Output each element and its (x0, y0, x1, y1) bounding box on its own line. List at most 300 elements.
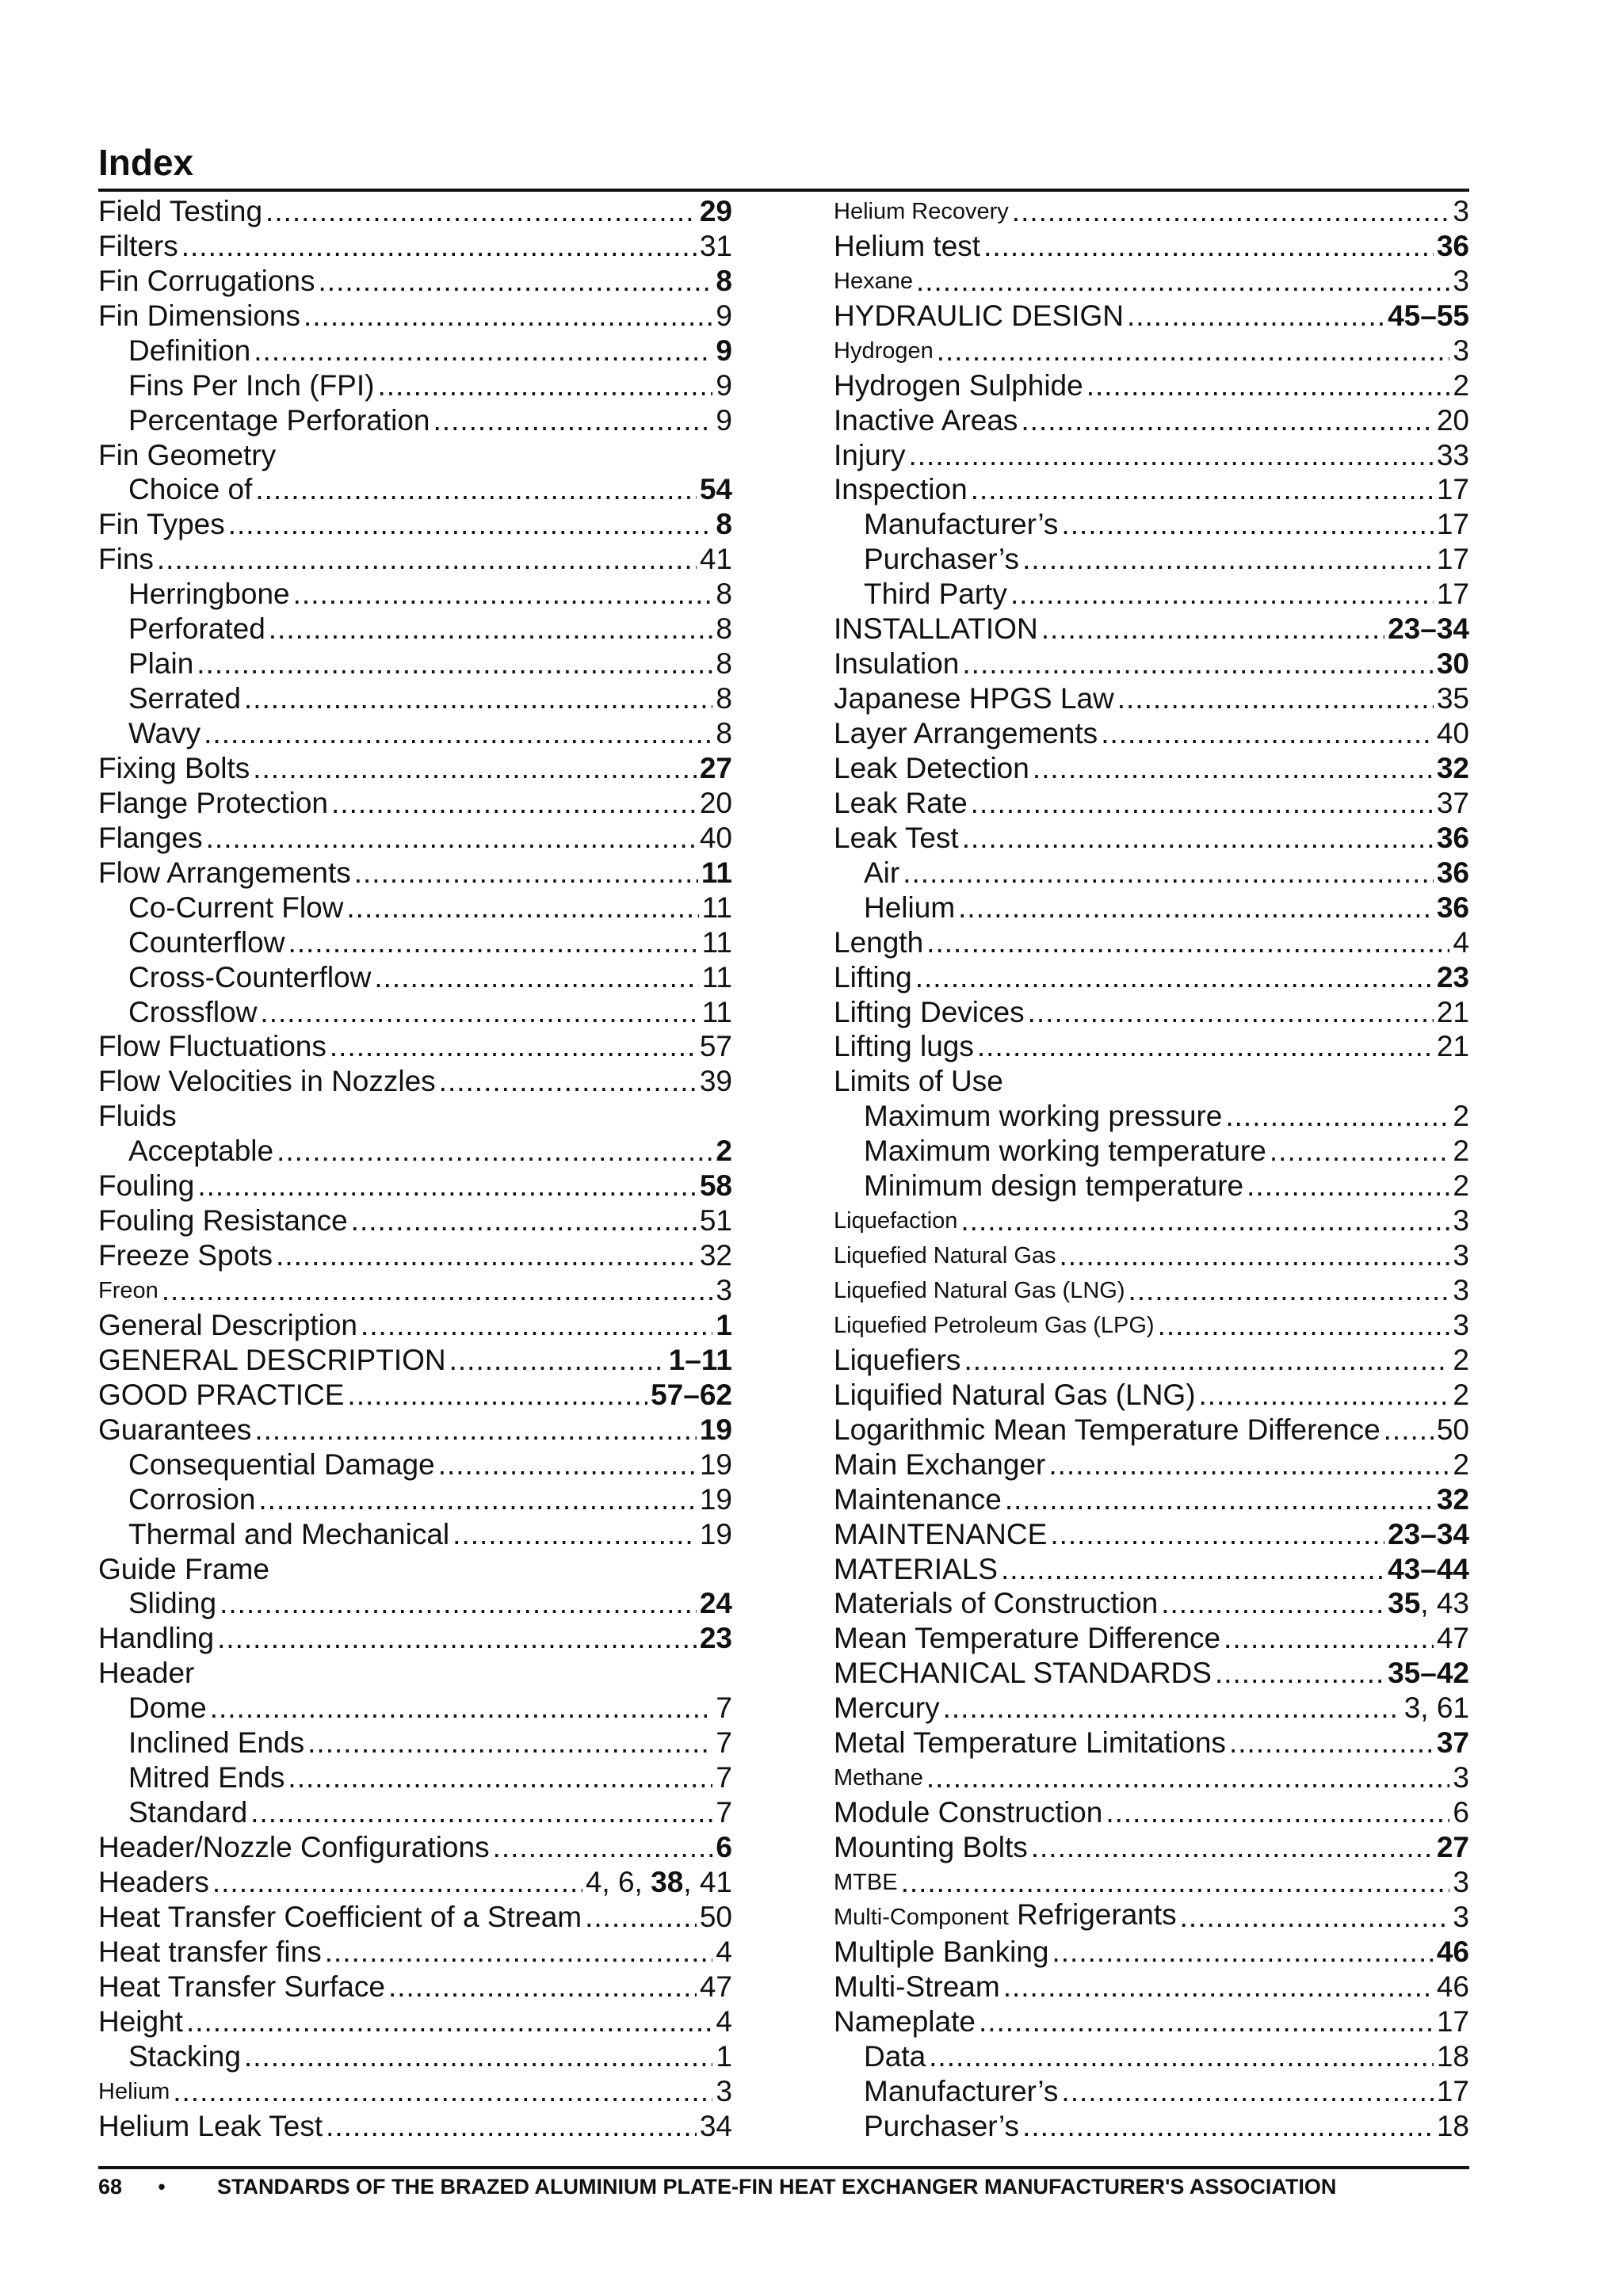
index-subentry (834, 2107, 1469, 2142)
index-pages (1437, 405, 1469, 437)
index-term: Thermal and Mechanical (128, 1517, 450, 1550)
index-term: Length (834, 925, 924, 959)
dot-leader (962, 648, 1433, 680)
index-entry (98, 1654, 732, 1689)
page-ref: 39 (699, 1065, 732, 1098)
index-pages (669, 1344, 732, 1376)
index-term: Inactive Areas (834, 403, 1018, 437)
index-term: Perforated (128, 612, 265, 646)
index-pages (1453, 1901, 1469, 1933)
dot-leader (244, 2041, 713, 2073)
index-term: Crossflow (128, 995, 258, 1028)
dot-leader (331, 788, 697, 819)
index-term: Injury (834, 438, 906, 471)
page-ref: 36 (1436, 229, 1469, 262)
index-pages (700, 1449, 732, 1481)
page-ref: 38 (651, 1865, 684, 1898)
index-term: MAINTENANCE (834, 1517, 1048, 1550)
index-subentry (834, 854, 1469, 889)
dot-leader (1128, 1275, 1450, 1306)
page-ref: , 41 (683, 1865, 732, 1898)
index-term: Flanges (98, 821, 203, 854)
page-ref: 46 (1436, 1970, 1469, 2003)
index-term: Acceptable (128, 1135, 274, 1168)
page-ref: 41 (699, 543, 732, 576)
index-term: Freon (98, 1278, 158, 1303)
index-term: Manufacturer’s (864, 508, 1059, 541)
index-subentry (98, 715, 732, 749)
index-subentry (98, 1132, 732, 1167)
footer-page-number: 68 (98, 2175, 123, 2199)
index-pages (1437, 683, 1469, 715)
index-entry (834, 332, 1469, 367)
dot-leader (1229, 1727, 1434, 1759)
index-pages (702, 962, 732, 994)
index-term: Module Construction (834, 1796, 1103, 1829)
page-ref: 46 (1436, 1935, 1469, 1968)
dot-leader (964, 1344, 1449, 1376)
index-pages (1453, 1310, 1469, 1341)
index-subentry (98, 2038, 732, 2073)
index-subentry (834, 540, 1469, 575)
dot-leader (1161, 1588, 1384, 1619)
page-ref: 18 (1436, 2039, 1469, 2073)
dot-leader (162, 1275, 713, 1306)
index-subentry (98, 959, 732, 994)
index-entry (98, 1306, 732, 1341)
page-ref: 2 (1453, 368, 1469, 402)
index-pages (700, 474, 732, 505)
dot-leader (347, 1379, 647, 1411)
index-pages (1388, 300, 1469, 332)
index-subentry (98, 994, 732, 1028)
index-term: Height (98, 2004, 183, 2038)
page-ref: 47 (699, 1970, 732, 2003)
dot-leader (325, 1936, 713, 1968)
dot-leader (1158, 1310, 1450, 1341)
index-entry (834, 1062, 1469, 1097)
index-pages (1437, 892, 1469, 924)
index-term: Fixing Bolts (98, 751, 250, 784)
index-term: Guarantees (98, 1413, 252, 1446)
page-ref: 11 (701, 891, 732, 924)
index-term: Flow Velocities in Nozzles (98, 1065, 436, 1098)
index-pages (1437, 857, 1469, 889)
index-term: Fin Types (98, 508, 225, 541)
page-ref: 2 (1453, 1169, 1469, 1203)
index-entry (834, 1516, 1469, 1550)
index-pages (716, 1936, 732, 1968)
index-term: Materials of Construction (834, 1587, 1159, 1620)
index-pages (1453, 370, 1469, 402)
index-column-right (834, 193, 1469, 2142)
page-ref: 36 (1436, 821, 1469, 854)
dot-leader (1270, 1135, 1450, 1167)
index-pages (702, 997, 732, 1028)
index-pages (716, 1797, 732, 1829)
index-term: Sliding (128, 1587, 217, 1620)
index-term: Purchaser’s (864, 543, 1020, 576)
index-entry (98, 1237, 732, 1272)
page-ref: 2 (1453, 1447, 1469, 1481)
dot-leader (1010, 578, 1434, 610)
index-term: Mitred Ends (128, 1761, 285, 1794)
index-pages (716, 300, 732, 332)
index-term: Mounting Bolts (834, 1831, 1028, 1863)
page-ref: 3 (1453, 1239, 1469, 1272)
dot-leader (258, 1484, 696, 1516)
page-title: Index (98, 142, 194, 183)
dot-leader (351, 1205, 697, 1237)
dot-leader (1106, 1797, 1449, 1829)
page-ref: 17 (1436, 543, 1469, 576)
page-ref: 8 (716, 264, 732, 297)
dot-leader (1127, 300, 1384, 332)
page-ref: 27 (1436, 1831, 1469, 1863)
index-term: Standard (128, 1796, 248, 1829)
page-ref: 30 (1436, 647, 1469, 681)
index-term: Liquified Natural Gas (LNG) (834, 1378, 1196, 1411)
index-pages (700, 1484, 732, 1516)
page-ref: 1–11 (668, 1343, 732, 1376)
index-pages (1388, 1554, 1469, 1585)
index-term: MECHANICAL STANDARDS (834, 1657, 1212, 1690)
index-term: Japanese HPGS Law (834, 682, 1114, 715)
page-ref: 11 (701, 925, 732, 959)
index-term: Helium Recovery (834, 198, 1009, 224)
dot-leader (197, 1170, 696, 1202)
index-pages (1388, 1588, 1469, 1619)
index-term: INSTALLATION (834, 612, 1038, 646)
page-ref: 19 (699, 1517, 732, 1550)
page-ref: 20 (1436, 403, 1469, 437)
dot-leader (377, 370, 712, 402)
page-ref: 27 (699, 751, 732, 784)
index-term: Filters (98, 229, 178, 262)
index-entry (98, 1272, 732, 1306)
index-subentry (834, 1132, 1469, 1167)
index-entry (834, 193, 1469, 227)
index-entry (98, 1933, 732, 1968)
page-ref: 3 (1453, 1274, 1469, 1306)
index-pages (716, 1727, 732, 1759)
index-pages (1453, 1797, 1469, 1829)
index-entry (834, 645, 1469, 680)
dot-leader (250, 1797, 712, 1829)
page-ref: 9 (716, 403, 732, 437)
page-ref: 8 (716, 647, 732, 681)
index-entry (834, 1376, 1469, 1411)
dot-leader (908, 440, 1433, 471)
dot-leader (217, 1623, 697, 1654)
index-pages (1453, 1762, 1469, 1794)
index-entry (98, 1550, 732, 1585)
index-subentry (98, 1759, 732, 1794)
index-pages (1437, 1484, 1469, 1516)
dot-leader (983, 231, 1434, 262)
index-entry (834, 2003, 1469, 2038)
index-pages (1453, 1205, 1469, 1237)
dot-leader (173, 2076, 712, 2107)
footer-text: STANDARDS OF THE BRAZED ALUMINIUM PLATE-FIN HEAT EXCHANGER MANUFACTURER'S ASSOCIATION (217, 2175, 1337, 2199)
dot-leader (157, 543, 697, 575)
index-pages (700, 822, 732, 854)
page-ref: 4, 6, (585, 1865, 651, 1898)
index-term: Liquefiers (834, 1343, 961, 1376)
index-pages (1437, 2111, 1469, 2142)
page-ref: 47 (1436, 1622, 1469, 1655)
index-entry (834, 959, 1469, 994)
index-entry (98, 1411, 732, 1446)
index-term: Percentage Perforation (128, 403, 430, 437)
dot-leader (1048, 1449, 1449, 1481)
dot-leader (206, 822, 697, 854)
index-pages (700, 196, 732, 227)
dot-leader (1031, 1832, 1434, 1863)
index-pages (1453, 927, 1469, 959)
index-pages (1437, 648, 1469, 680)
page-ref: 2 (1453, 1135, 1469, 1168)
page-ref: 17 (1436, 2074, 1469, 2107)
index-entry (98, 1376, 732, 1411)
index-term: Methane (834, 1765, 923, 1791)
page-ref: 7 (716, 1761, 732, 1794)
index-pages (700, 1519, 732, 1550)
index-pages (1437, 788, 1469, 819)
dot-leader (269, 613, 713, 645)
dot-leader (254, 335, 712, 367)
page-ref: 9 (716, 368, 732, 402)
index-pages (1437, 753, 1469, 784)
index-subentry (98, 332, 732, 367)
index-pages (1453, 1449, 1469, 1481)
page-ref: 3 (716, 2074, 732, 2107)
index-entry (834, 1585, 1469, 1620)
page-ref: 32 (1436, 751, 1469, 784)
dot-leader (916, 265, 1449, 297)
page-ref: 7 (716, 1796, 732, 1829)
index-term: Definition (128, 334, 251, 367)
index-pages (1437, 2041, 1469, 2073)
dot-leader (255, 474, 697, 505)
page-ref: 32 (1436, 1482, 1469, 1516)
index-pages (1388, 613, 1469, 645)
index-term: Hydrogen (834, 338, 934, 364)
page-ref: 2 (1453, 1378, 1469, 1411)
dot-leader (204, 718, 712, 749)
footer-bullet: • (158, 2175, 166, 2199)
index-term: Inclined Ends (128, 1726, 305, 1760)
index-term: Co-Current Flow (128, 891, 344, 924)
index-pages (700, 1240, 732, 1272)
index-term: Liquefied Petroleum Gas (LPG) (834, 1312, 1155, 1338)
index-entry (98, 1898, 732, 1933)
index-term: Lifting (834, 960, 912, 994)
index-term: Guide Frame (98, 1552, 269, 1585)
dot-leader (929, 2041, 1434, 2073)
page-ref: 4 (716, 1935, 732, 1968)
index-term: Plain (128, 647, 194, 681)
page-ref: 8 (716, 717, 732, 749)
dot-leader (361, 1310, 712, 1341)
dot-leader (1052, 1936, 1433, 1968)
index-term: Fouling Resistance (98, 1204, 348, 1238)
index-pages (1453, 335, 1469, 367)
page-ref: 19 (699, 1447, 732, 1481)
index-subentry (98, 1446, 732, 1481)
page-ref: 19 (699, 1482, 732, 1516)
index-term: MTBE (834, 1869, 898, 1895)
page-ref: 9 (716, 334, 732, 367)
index-pages (716, 265, 732, 297)
index-term: Helium (864, 891, 956, 924)
dot-leader (1247, 1170, 1449, 1202)
index-pages (586, 1867, 732, 1898)
index-term: Helium test (834, 229, 981, 262)
page-ref: 8 (716, 682, 732, 715)
index-pages (1437, 509, 1469, 540)
page-ref: 11 (701, 960, 732, 994)
index-pages (1388, 1657, 1469, 1689)
dot-leader (1061, 2076, 1433, 2107)
page-ref: 3 (716, 1274, 732, 1306)
page-ref: 3 (1453, 1900, 1469, 1933)
index-pages (1453, 1344, 1469, 1376)
index-term: Minimum design temperature (864, 1169, 1244, 1203)
page-footer (98, 2175, 1469, 2199)
page-ref: 32 (699, 1239, 732, 1272)
dot-leader (276, 1240, 697, 1272)
index-term: Herringbone (128, 578, 290, 611)
page-ref: 3 (1453, 1308, 1469, 1341)
page-ref: 7 (716, 1691, 732, 1725)
index-entry (98, 1202, 732, 1237)
index-term: Header/Nozzle Configurations (98, 1831, 490, 1863)
dot-leader (1384, 1414, 1434, 1446)
index-term: Multi-Component Refrigerants (834, 1897, 1177, 1931)
index-entry (834, 1829, 1469, 1863)
index-entry (98, 1341, 732, 1376)
index-entry (834, 1272, 1469, 1306)
page-ref: 36 (1436, 891, 1469, 924)
index-term: Fin Corrugations (98, 264, 315, 297)
index-term: GENERAL DESCRIPTION (98, 1343, 446, 1376)
index-subentry (98, 1689, 732, 1724)
dot-leader (585, 1901, 697, 1933)
index-pages (701, 857, 732, 889)
page-ref: 2 (1453, 1100, 1469, 1133)
index-term: Metal Temperature Limitations (834, 1726, 1226, 1760)
index-entry (98, 1619, 732, 1654)
page-ref: 35 (1436, 682, 1469, 715)
index-pages (700, 1031, 732, 1062)
index-pages (1453, 1240, 1469, 1272)
index-term: Fins Per Inch (FPI) (128, 368, 375, 402)
dot-leader (438, 1449, 697, 1481)
index-pages (1453, 1379, 1469, 1411)
dot-leader (265, 196, 697, 227)
index-pages (700, 543, 732, 575)
page-ref: 57–62 (651, 1378, 732, 1411)
index-entry (834, 1619, 1469, 1654)
page-ref: 4 (1453, 925, 1469, 959)
index-pages (1437, 1623, 1469, 1654)
index-entry (98, 2003, 732, 2038)
page-ref: 20 (699, 786, 732, 819)
index-term: Lifting Devices (834, 995, 1025, 1028)
index-term: Fin Geometry (98, 438, 277, 471)
page-ref: 35–42 (1388, 1657, 1469, 1690)
index-subentry (98, 610, 732, 645)
index-entry (834, 715, 1469, 749)
page-ref: 54 (699, 473, 732, 506)
index-term: Helium (98, 2078, 170, 2104)
index-subentry (98, 1481, 732, 1516)
dot-leader (1086, 370, 1450, 402)
index-term: MATERIALS (834, 1552, 998, 1585)
page-ref: 57 (699, 1030, 732, 1063)
index-subentry (98, 402, 732, 437)
dot-leader (210, 1692, 713, 1724)
index-term: Inspection (834, 473, 968, 506)
index-term: Field Testing (98, 194, 263, 227)
dot-leader (388, 1971, 697, 2003)
dot-leader (926, 1762, 1450, 1794)
page-ref: 33 (1436, 438, 1469, 471)
index-subentry (834, 889, 1469, 924)
index-entry (834, 1759, 1469, 1794)
page-ref: 31 (699, 229, 732, 262)
dot-leader (277, 1135, 712, 1167)
index-entry (98, 1097, 732, 1132)
index-entry (834, 1481, 1469, 1516)
index-term: Choice of (128, 473, 253, 506)
index-subentry (98, 1585, 732, 1620)
dot-leader (449, 1344, 666, 1376)
index-term: Main Exchanger (834, 1447, 1046, 1481)
page-ref: 11 (701, 856, 732, 889)
dot-leader (971, 474, 1434, 505)
page-ref: 21 (1436, 995, 1469, 1028)
index-pages (700, 2111, 732, 2142)
dot-leader (977, 1031, 1434, 1062)
dot-leader (1001, 1554, 1384, 1585)
index-entry (98, 854, 732, 889)
index-pages (1453, 196, 1469, 227)
footer-rule (98, 2166, 1469, 2169)
index-entry (834, 1689, 1469, 1724)
index-term: Multi-Stream (834, 1970, 1000, 2003)
dot-leader (1003, 1971, 1434, 2003)
index-pages (1437, 231, 1469, 262)
page-ref: 1 (716, 2039, 732, 2073)
dot-leader (346, 892, 698, 924)
page-ref: 50 (1436, 1413, 1469, 1446)
index-pages (1404, 1692, 1469, 1724)
index-pages (1437, 1727, 1469, 1759)
dot-leader (1012, 196, 1450, 227)
dot-leader (433, 405, 713, 437)
dot-leader (1061, 509, 1433, 540)
index-term: Wavy (128, 717, 201, 749)
index-term: Leak Detection (834, 751, 1029, 784)
dot-leader (1005, 1484, 1434, 1516)
page-ref: 8 (716, 612, 732, 646)
index-term: Corrosion (128, 1482, 256, 1516)
index-pages (716, 2006, 732, 2038)
index-pages (1437, 543, 1469, 575)
dot-leader (943, 1692, 1401, 1724)
